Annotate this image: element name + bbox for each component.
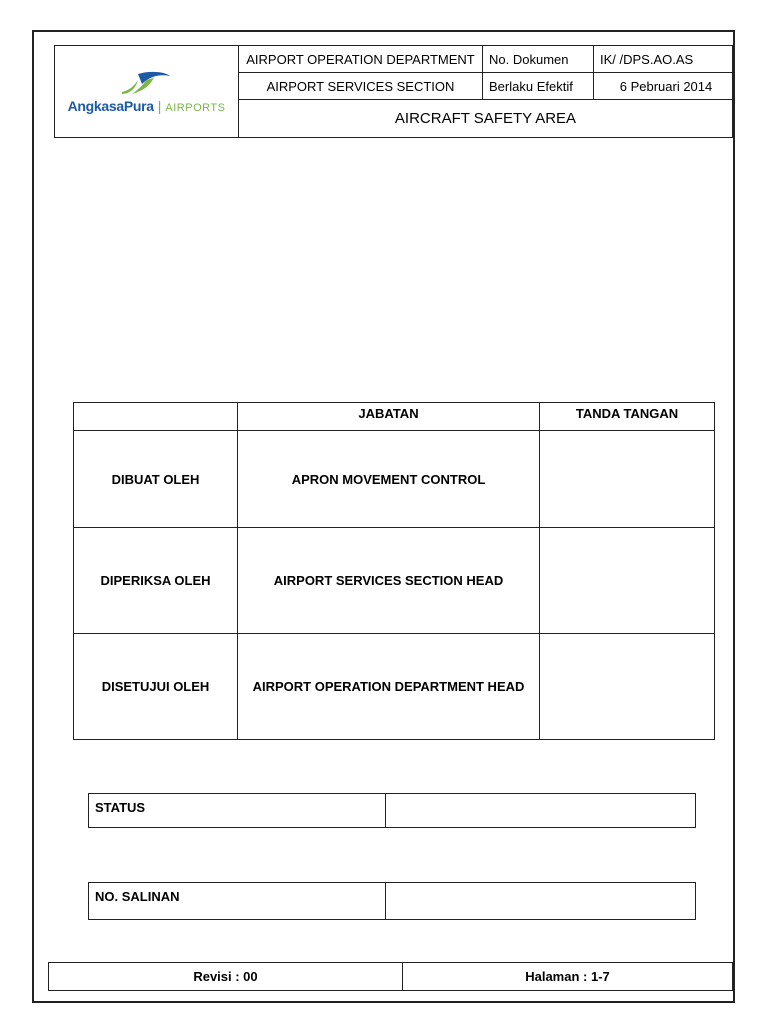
status-value xyxy=(386,794,696,828)
status-table xyxy=(88,793,696,828)
approval-role: DIPERIKSA OLEH xyxy=(74,528,238,634)
approval-position: AIRPORT OPERATION DEPARTMENT HEAD xyxy=(238,634,540,740)
approval-header-position: JABATAN xyxy=(238,403,540,431)
table-row xyxy=(74,634,715,740)
document-header xyxy=(54,45,733,138)
table-row xyxy=(74,528,715,634)
doc-number-label: No. Dokumen xyxy=(483,46,594,73)
signature-box xyxy=(540,634,715,740)
doc-number-value: IK/ /DPS.AO.AS xyxy=(594,46,733,73)
department-name: AIRPORT OPERATION DEPARTMENT xyxy=(239,46,483,73)
copy-number-value xyxy=(386,883,696,920)
signature-box xyxy=(540,431,715,528)
effective-label: Berlaku Efektif xyxy=(483,73,594,100)
company-logo xyxy=(68,70,226,114)
logo-cell xyxy=(55,46,239,138)
approval-header-blank xyxy=(74,403,238,431)
approval-position: AIRPORT SERVICES SECTION HEAD xyxy=(238,528,540,634)
approval-role: DISETUJUI OLEH xyxy=(74,634,238,740)
effective-date: 6 Pebruari 2014 xyxy=(594,73,733,100)
logo-sub-text: AIRPORTS xyxy=(165,101,226,114)
document-title: AIRCRAFT SAFETY AREA xyxy=(239,100,733,138)
approval-table xyxy=(73,402,715,740)
table-row xyxy=(74,431,715,528)
angkasa-pura-logo-icon xyxy=(120,70,172,96)
section-name: AIRPORT SERVICES SECTION xyxy=(239,73,483,100)
logo-brand-text: AngkasaPura xyxy=(67,97,154,114)
page-number: Halaman : 1-7 xyxy=(403,963,733,991)
approval-position: APRON MOVEMENT CONTROL xyxy=(238,431,540,528)
logo-separator: | xyxy=(157,97,162,114)
signature-box xyxy=(540,528,715,634)
revision-number: Revisi : 00 xyxy=(49,963,403,991)
document-footer xyxy=(48,962,733,991)
approval-header-signature: TANDA TANGAN xyxy=(540,403,715,431)
copy-number-table xyxy=(88,882,696,920)
status-label: STATUS xyxy=(89,794,386,828)
copy-number-label: NO. SALINAN xyxy=(89,883,386,920)
approval-role: DIBUAT OLEH xyxy=(74,431,238,528)
